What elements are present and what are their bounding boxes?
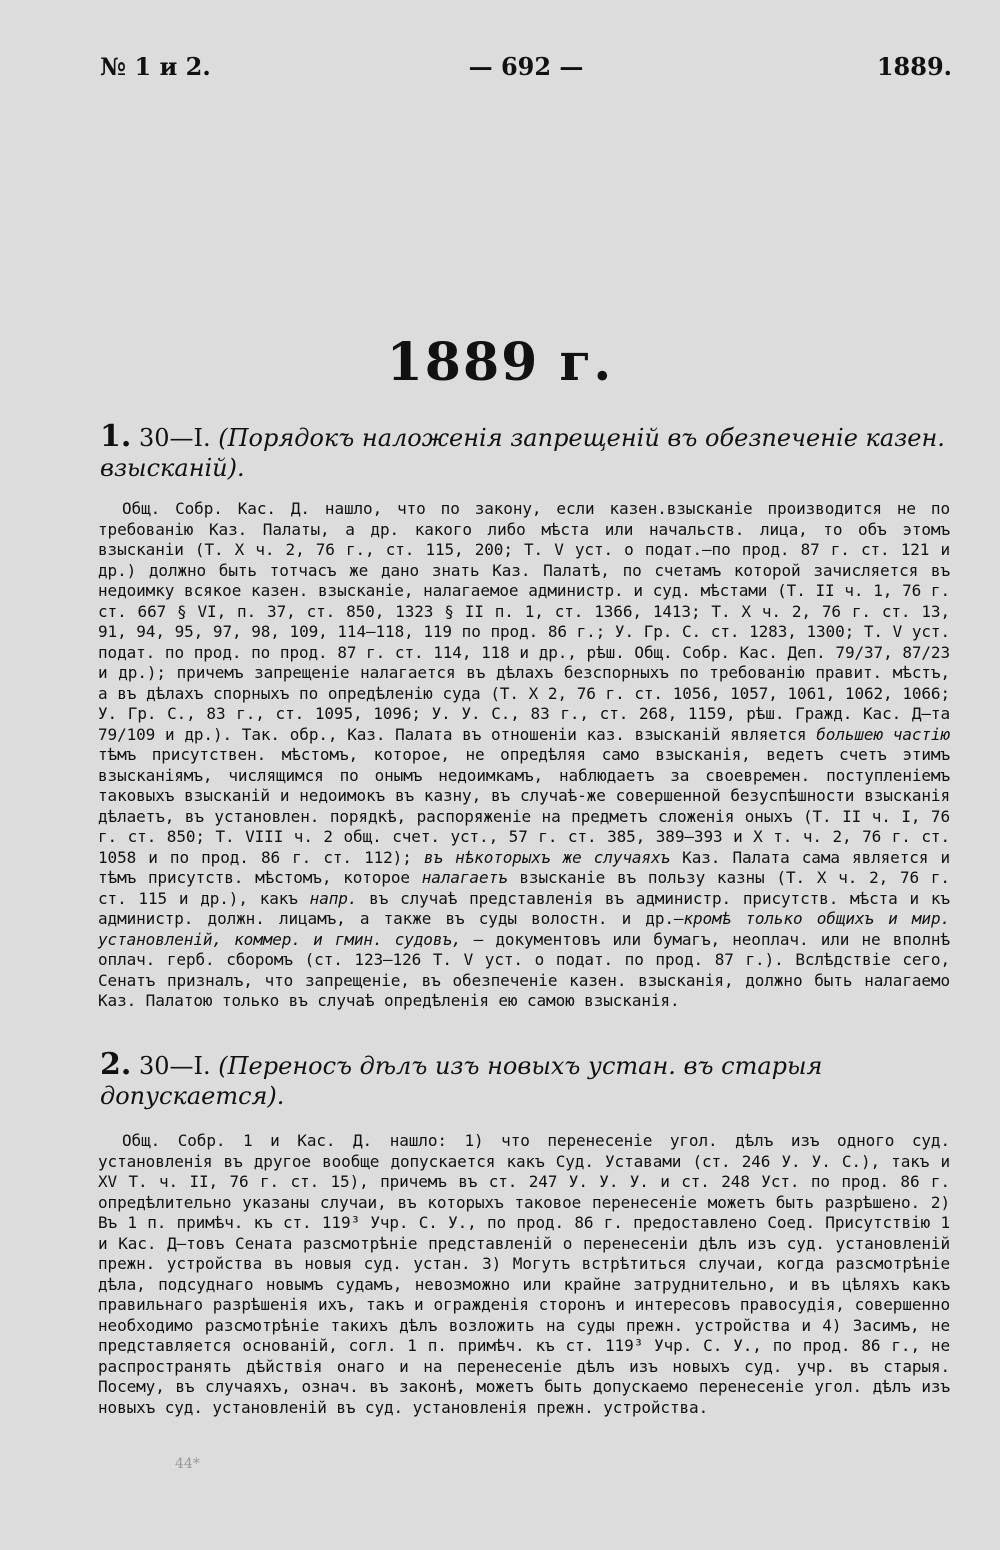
section-1-subject: (Порядокъ наложенія запрещеній въ обезпеченіе казен. взысканій). <box>100 424 945 482</box>
section-1-date: 30—I. <box>138 424 211 452</box>
italic-run: въ нѣкоторыхъ же случаяхъ <box>423 847 671 867</box>
text-run: тѣмъ присутствен. мѣстомъ, которое, не опредѣляя само взысканія, ведетъ счетъ этимъ взысканіямъ, числящимся по онымъ недоимкамъ, наблюдаетъ за своевремен. поступленіемъ таковыхъ взысканій и недоимокъ въ казну, въ случаѣ-же совершенной безуспѣшности взысканія дѣлаетъ, въ установлен. порядкѣ, распоряженіе на предметъ сложенія оныхъ (Т. II ч. I, 76 г. ст. 850; Т. VIII ч. 2 общ. счет. уст., 57 г. ст. 385, 389—393 и X т. ч. 2, 76 г. ст. 1058 и по прод. 86 г. ст. 112); <box>98 745 950 867</box>
text-run: въ случаѣ представленія въ администр. присутств. мѣста и къ администр. должн. лицамъ, а также въ суды волостн. и др.— <box>98 888 950 928</box>
text-run: взысканіе въ пользу казны (Т. X ч. 2, 76 г. ст. 115 и др.), какъ <box>98 868 950 908</box>
section-2-heading <box>100 1047 950 1111</box>
section-2-body <box>98 1131 950 1418</box>
header-year: 1889. <box>876 52 952 81</box>
italic-run: налагаетъ <box>421 868 508 887</box>
section-1-heading <box>100 419 950 483</box>
section-2-date: 30—I. <box>138 1052 211 1080</box>
signature-mark: 44* <box>175 1456 200 1472</box>
text-run: Каз. Палата сама является и тѣмъ присутств. мѣстомъ, которое <box>98 847 950 887</box>
section-2-paragraph: Общ. Собр. 1 и Кас. Д. нашло: 1) что перенесеніе угол. дѣлъ изъ одного суд. установленія въ другое вообще допускается какъ Суд. Уставами (ст. 246 У. У. С.), такъ и XV Т. ч. II, 76 г. ст. 15), причемъ въ ст. 247 У. У. У. и ст. 248 Уст. по прод. 86 г. опредѣлительно указаны случаи, въ которыхъ таковое перенесеніе можетъ быть разрѣшено. 2) Въ 1 п. примѣч. къ ст. 119³ Учр. С. У., по прод. 86 г. предоставлено Соед. Присутствію 1 и Кас. Д—товъ Сената разсмотрѣніе представленій о перенесеніи дѣлъ изъ суд. установленій прежн. устройства въ новыя суд. устан. 3) Могутъ встрѣтиться случаи, когда разсмотрѣніе дѣла, подсуднаго новымъ судамъ, невозможно или крайне затруднительно, и въ цѣляхъ какъ правильнаго разрѣшенія ихъ, такъ и огражденія сторонъ и интересовъ правосудія, совершенно необходимо разсмотрѣніе такихъ дѣлъ возложить на суды прежн. устройства и 4) Засимъ, не представляется основаній, согл. 1 п. примѣч. къ ст. 119³ Учр. С. У., по прод. 86 г., не распространять дѣйствія онаго и на перенесеніе дѣлъ изъ новыхъ суд. учр. въ старыя. Посему, въ случаяхъ, означ. въ законѣ, можетъ быть допускаемо перенесеніе угол. дѣлъ изъ новыхъ суд. установленій въ суд. установленія прежн. устройства. <box>98 1131 950 1417</box>
year-title: 1889 г. <box>386 332 614 393</box>
section-1-paragraph <box>98 499 950 1012</box>
italic-run: большею частію <box>816 724 950 744</box>
text-run: — документовъ или бумагъ, неоплач. или не вполнѣ оплач. герб. сборомъ (ст. 123—126 Т. V уст. о подат. по прод. 87 г.). Вслѣдствіе сего, Сенатъ призналъ, что запрещеніе, въ обезпеченіе казен. взысканія, должно быть налагаемо Каз. Палатою только въ случаѣ опредѣленія ею самою взысканія. <box>98 929 950 1010</box>
italic-run: кромѣ только общихъ и мир. установленій, коммер. и гмин. судовъ, <box>98 909 951 949</box>
issue-number: № 1 и 2. <box>100 52 211 81</box>
section-2-number: 2. <box>100 1047 132 1082</box>
text-run: Общ. Собр. Кас. Д. нашло, что по закону, если казен.взысканіе производится не по требованію Каз. Палаты, а др. какого либо мѣста или начальств. лица, то объ этомъ взысканіи (Т. X ч. 2, 76 г., ст. 115, 200; Т. V уст. о подат.—по прод. 87 г. ст. 121 и др.) должно быть тотчасъ же дано знать Каз. Палатѣ, по счетамъ которой зачисляется въ недоимку всякое казен. взысканіе, налагаемое администр. и суд. мѣстами (Т. II ч. 1, 76 г. ст. 667 § VI, п. 37, ст. 850, 1323 § II п. 1, ст. 1366, 1413; Т. X ч. 2, 76 г. ст. 13, 91, 94, 95, 97, 98, 109, 114—118, 119 по прод. 86 г.; У. Гр. С. ст. 1283, 1300; Т. V уст. подат. по прод. по прод. 87 г. ст. 114, 118 и др., рѣш. Общ. Собр. Кас. Деп. 79/37, 87/23 и др.); причемъ запрещеніе налагается въ дѣлахъ безспорныхъ по требованію правит. мѣстъ, а въ дѣлахъ спорныхъ по опредѣленію суда (Т. X 2, 76 г. ст. 1056, 1057, 1061, 1062, 1066; У. Гр. С., 83 г., ст. 1095, 1096; У. У. С., 83 г., ст. 268, 1159, рѣш. Гражд. Кас. Д—та 79/109 и др.). Так. обр., Каз. Палата въ отношеніи каз. взысканій является <box>98 499 950 744</box>
italic-run: напр. <box>309 888 358 908</box>
section-1-number: 1. <box>100 419 132 454</box>
page-number: — 692 — <box>468 52 584 81</box>
section-2-subject: (Переносъ дѣлъ изъ новыхъ устан. въ старыя допускается). <box>100 1052 823 1110</box>
running-head <box>100 52 952 88</box>
section-1-body <box>98 499 950 1012</box>
